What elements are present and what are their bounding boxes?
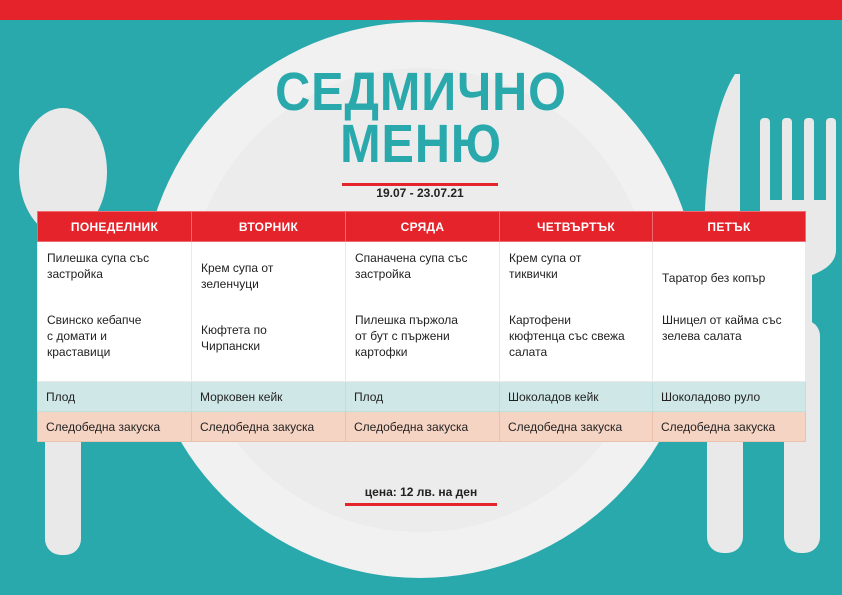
main-dish bbox=[201, 322, 337, 354]
dish-line: Шницел от кайма със bbox=[662, 313, 782, 327]
dish-line: Картофени bbox=[509, 313, 571, 327]
dish-line: Пилешка супа със bbox=[47, 251, 150, 265]
dish-line: с домати и bbox=[47, 329, 107, 343]
dish-line: Таратор без копър bbox=[662, 271, 766, 285]
soup-dish bbox=[509, 250, 644, 282]
fruit-cell: Плод bbox=[346, 382, 500, 412]
soup-dish bbox=[47, 250, 183, 282]
snack-cell: Следобедна закуска bbox=[653, 412, 806, 442]
weekly-menu-table bbox=[37, 211, 806, 442]
dish-line: салата bbox=[509, 345, 548, 359]
main-dish bbox=[355, 312, 491, 360]
day-dishes-cell bbox=[38, 242, 192, 382]
dish-line: тиквички bbox=[509, 267, 558, 281]
dish-line: зеленчуци bbox=[201, 277, 259, 291]
day-header: ПЕТЪК bbox=[653, 212, 806, 242]
fruit-cell: Плод bbox=[38, 382, 192, 412]
dish-line: картофки bbox=[355, 345, 408, 359]
snack-cell: Следобедна закуска bbox=[346, 412, 500, 442]
day-dishes-cell bbox=[653, 242, 806, 382]
price-label: цена: 12 лв. на ден bbox=[364, 485, 478, 499]
dish-line: кюфтенца със свежа bbox=[509, 329, 625, 343]
main-dishes-row bbox=[38, 242, 806, 382]
day-header: ВТОРНИК bbox=[192, 212, 346, 242]
dish-line: зелева салата bbox=[662, 329, 742, 343]
snack-cell: Следобедна закуска bbox=[192, 412, 346, 442]
day-header: ЧЕТВЪРТЪК bbox=[500, 212, 653, 242]
snack-row bbox=[38, 412, 806, 442]
dish-line: застройка bbox=[47, 267, 103, 281]
menu-title-line2: МЕНЮ bbox=[340, 114, 502, 174]
dish-line: Спаначена супа със bbox=[355, 251, 468, 265]
snack-cell: Следобедна закуска bbox=[38, 412, 192, 442]
day-header-row bbox=[38, 212, 806, 242]
dish-line: краставици bbox=[47, 345, 111, 359]
dish-line: Чирпански bbox=[201, 339, 261, 353]
main-dish bbox=[47, 312, 183, 360]
day-dishes-cell bbox=[346, 242, 500, 382]
day-dishes-cell bbox=[500, 242, 653, 382]
dish-line: Крем супа от bbox=[509, 251, 582, 265]
fruit-cell: Шоколадово руло bbox=[653, 382, 806, 412]
dish-line: от бут с пържени bbox=[355, 329, 450, 343]
fruit-cell: Шоколадов кейк bbox=[500, 382, 653, 412]
main-dish bbox=[509, 312, 644, 360]
price-underline bbox=[345, 503, 497, 506]
day-header: СРЯДА bbox=[346, 212, 500, 242]
main-dish bbox=[662, 312, 797, 344]
dish-line: Свинско кебапче bbox=[47, 313, 142, 327]
menu-title-line1: СЕДМИЧНО bbox=[275, 62, 567, 122]
dish-line: Крем супа от bbox=[201, 261, 274, 275]
soup-dish bbox=[201, 260, 337, 292]
soup-dish bbox=[355, 250, 491, 282]
day-header: ПОНЕДЕЛНИК bbox=[38, 212, 192, 242]
fruit-cell: Морковен кейк bbox=[192, 382, 346, 412]
dish-line: Пилешка пържола bbox=[355, 313, 458, 327]
date-range: 19.07 - 23.07.21 bbox=[376, 186, 464, 200]
dish-line: Кюфтета по bbox=[201, 323, 267, 337]
day-dishes-cell bbox=[192, 242, 346, 382]
dish-line: застройка bbox=[355, 267, 411, 281]
fruit-row bbox=[38, 382, 806, 412]
snack-cell: Следобедна закуска bbox=[500, 412, 653, 442]
soup-dish bbox=[662, 270, 797, 286]
